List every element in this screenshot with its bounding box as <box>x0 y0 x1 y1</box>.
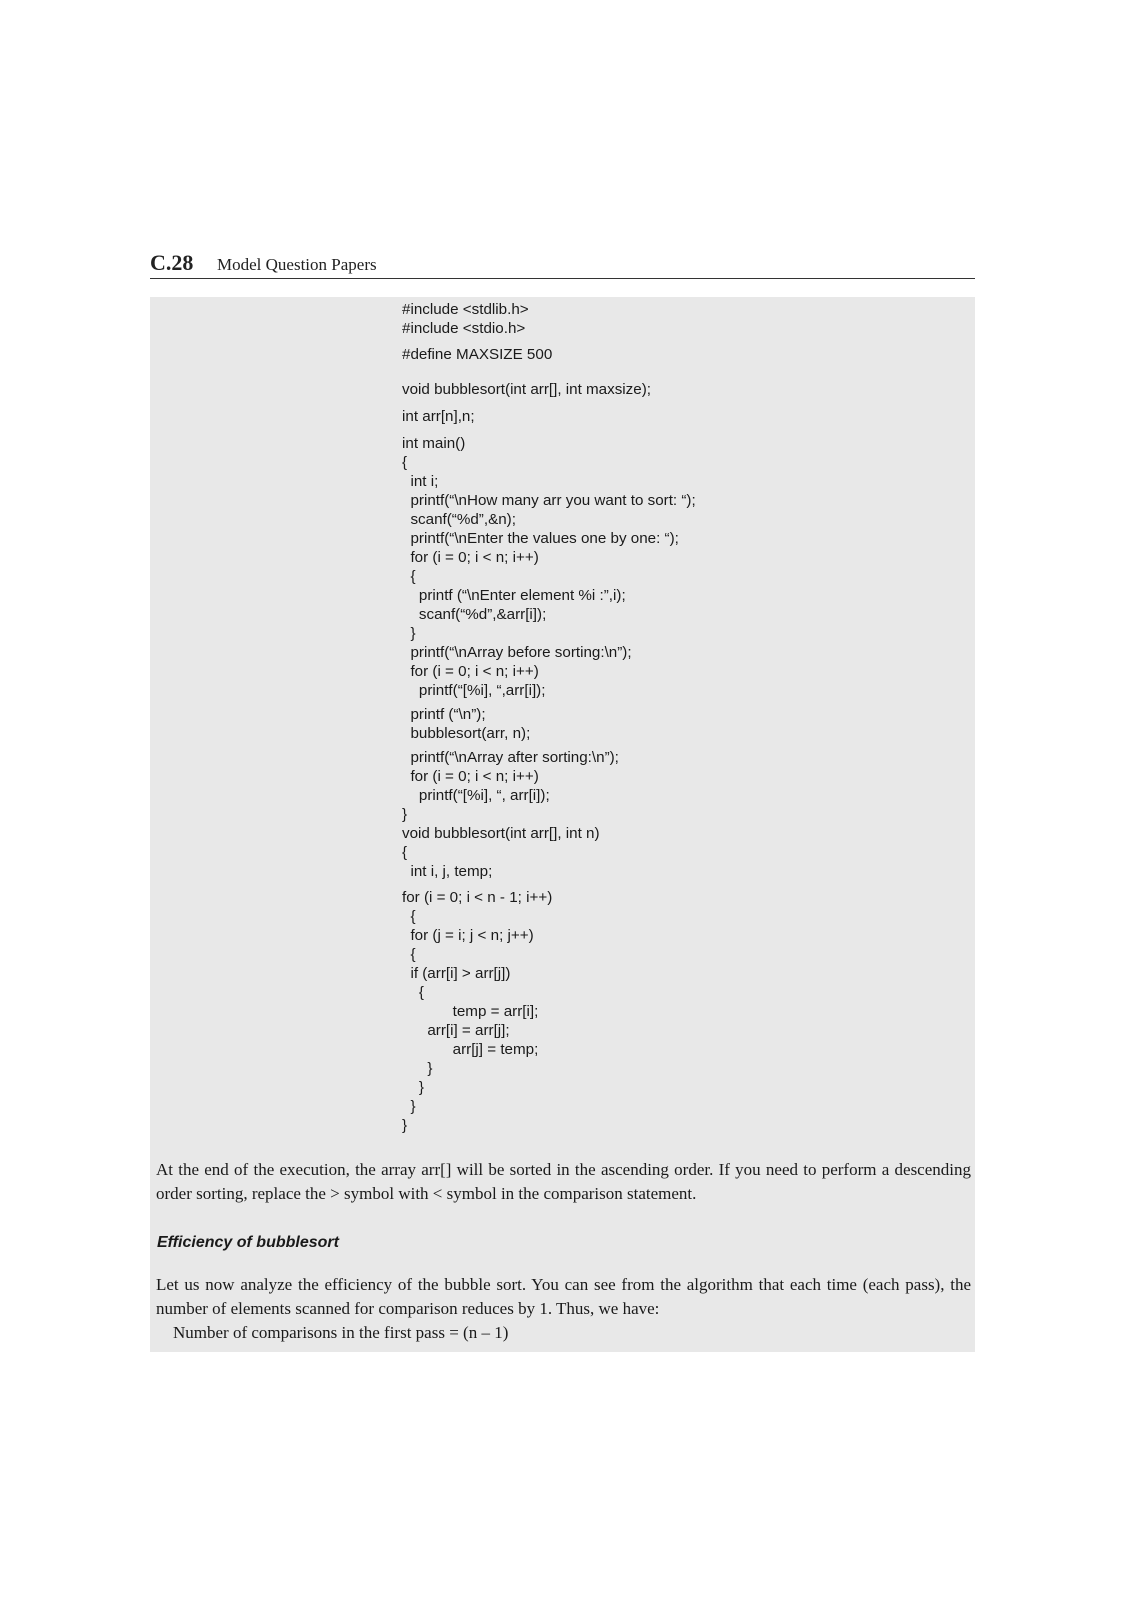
code-line: { <box>402 568 416 585</box>
running-title: Model Question Papers <box>217 255 377 274</box>
page-header <box>150 248 975 279</box>
code-line: printf (“\n”); <box>402 706 486 723</box>
code-line: arr[i] = arr[j]; <box>402 1022 510 1039</box>
code-line: #include <stdio.h> <box>402 320 526 337</box>
paragraph-efficiency-analysis: Let us now analyze the efficiency of the bubble sort. You can see from the algorithm that each time (each pass), the number of elements scanned for comparison reduces by 1. Thus, we have: <box>156 1275 971 1318</box>
code-line: } <box>402 625 416 642</box>
code-line: int arr[n],n; <box>402 408 475 425</box>
code-line: } <box>402 806 408 823</box>
code-line: } <box>402 1060 433 1077</box>
code-line: printf(“[%i], “, arr[i]); <box>402 787 550 804</box>
code-line: printf(“\nArray after sorting:\n”); <box>402 749 619 766</box>
code-line: { <box>402 908 416 925</box>
code-line: printf(“[%i], “,arr[i]); <box>402 682 546 699</box>
code-line: for (i = 0; i < n; i++) <box>402 768 539 785</box>
page-number: C.28 <box>150 250 194 275</box>
paragraph-sort-result: At the end of the execution, the array arr[] will be sorted in the ascending order. If you need to perform a descending order sorting, replace the > symbol with < symbol in the comparison statement. <box>156 1160 971 1203</box>
paragraph-first-pass: Number of comparisons in the first pass = (n – 1) <box>173 1323 509 1342</box>
code-line: #define MAXSIZE 500 <box>402 346 553 363</box>
code-line: for (i = 0; i < n - 1; i++) <box>402 889 553 906</box>
code-line: printf(“\nEnter the values one by one: “); <box>402 530 679 547</box>
section-heading: Efficiency of bubblesort <box>157 1234 339 1251</box>
code-line: scanf(“%d”,&arr[i]); <box>402 606 547 623</box>
code-line: { <box>402 844 408 861</box>
code-line: printf(“\nHow many arr you want to sort: “); <box>402 492 696 509</box>
code-line: } <box>402 1079 424 1096</box>
code-line: printf(“\nArray before sorting:\n”); <box>402 644 632 661</box>
code-line: for (i = 0; i < n; i++) <box>402 663 539 680</box>
code-line: int i; <box>402 473 439 490</box>
code-line: int main() <box>402 435 466 452</box>
code-line: int i, j, temp; <box>402 863 493 880</box>
code-line: { <box>402 946 416 963</box>
code-line: arr[j] = temp; <box>402 1041 539 1058</box>
code-line: temp = arr[i]; <box>402 1003 539 1020</box>
code-line: for (j = i; j < n; j++) <box>402 927 534 944</box>
code-line: void bubblesort(int arr[], int n) <box>402 825 600 842</box>
code-line: for (i = 0; i < n; i++) <box>402 549 539 566</box>
code-line: } <box>402 1117 408 1134</box>
code-line: void bubblesort(int arr[], int maxsize); <box>402 381 651 398</box>
code-line: printf (“\nEnter element %i :”,i); <box>402 587 626 604</box>
code-line: if (arr[i] > arr[j]) <box>402 965 511 982</box>
code-line: bubblesort(arr, n); <box>402 725 531 742</box>
code-line: { <box>402 454 408 471</box>
code-line: scanf(“%d”,&n); <box>402 511 516 528</box>
code-line: #include <stdlib.h> <box>402 301 529 318</box>
code-line: { <box>402 984 424 1001</box>
code-line: } <box>402 1098 416 1115</box>
